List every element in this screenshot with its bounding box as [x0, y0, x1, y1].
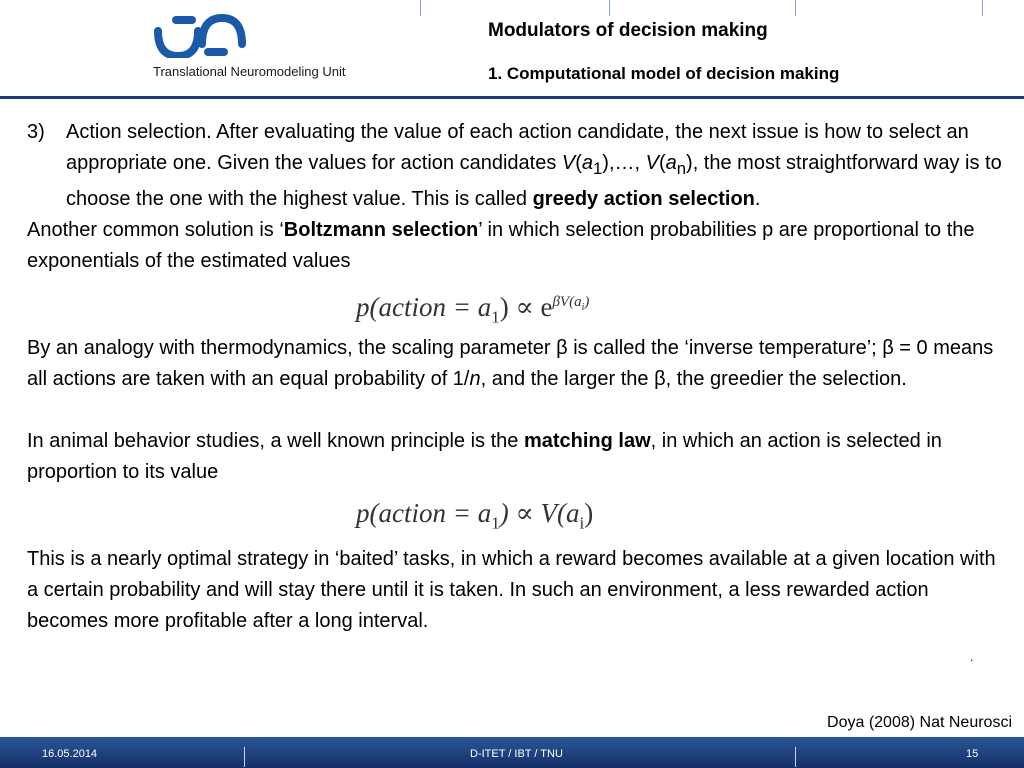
eq-rel: ) ∝ V(a: [499, 498, 580, 528]
math-v: V: [645, 152, 659, 174]
eq-lhs: p(action = a: [356, 498, 492, 528]
math-sub: n: [676, 159, 687, 178]
body-text: In animal behavior studies, a well known principle is the: [27, 430, 524, 452]
term-boltzmann: Boltzmann selection: [283, 219, 479, 241]
header-divider: [795, 0, 796, 16]
body-text: ),…,: [602, 152, 646, 174]
slide-subtitle: 1. Computational model of decision making: [488, 64, 840, 83]
body-text: ’ in which selection probabilities p are proportional to the exponentials of the estimated values: [27, 219, 975, 272]
slide-title: Modulators of decision making: [488, 20, 768, 41]
header-divider: [420, 0, 421, 16]
list-number: 3): [27, 121, 45, 143]
eq-sup-sub: i: [581, 302, 585, 313]
eq-sup: βV(a: [552, 294, 582, 310]
footer-divider: [244, 747, 245, 767]
body-text: , and the larger the β, the greedier the selection.: [480, 368, 907, 390]
term-matching-law: matching law: [523, 430, 651, 452]
slide-body: [27, 117, 1002, 637]
header-rule: [0, 96, 1024, 99]
reference-citation: Doya (2008) Nat Neurosci: [827, 714, 1012, 731]
eq-sub: 1: [491, 513, 500, 533]
body-text: By an analogy with thermodynamics, the scaling parameter β is called the ‘inverse temperature’; β = 0 means all actions are taken with an equal probability of 1/: [27, 337, 994, 390]
term-greedy: greedy action selection: [532, 188, 755, 210]
header-divider: [609, 0, 610, 16]
eq-sub: i: [579, 513, 585, 533]
math-a: a: [665, 152, 677, 174]
body-text: , in which an action is selected in proportion to its value: [27, 430, 942, 483]
eq-lhs: p(action = a: [356, 292, 492, 322]
math-a: a: [581, 152, 594, 174]
stray-dot: .: [970, 650, 974, 664]
spacer: [27, 395, 1002, 426]
paragraph-boltzmann: [27, 215, 1002, 277]
eq-sup-end: ): [584, 294, 590, 310]
math-n: n: [469, 368, 481, 390]
footer-org: D-ITET / IBT / TNU: [470, 748, 563, 760]
header-divider: [982, 0, 983, 16]
footer-divider: [795, 747, 796, 767]
paragraph-matching-law: [27, 426, 1002, 488]
slide-header: [0, 0, 1024, 98]
slide-footer: [0, 737, 1024, 768]
math-v: V: [561, 152, 576, 174]
logo-text: Translational Neuromodeling Unit: [153, 64, 346, 79]
equation-boltzmann: [27, 277, 1002, 333]
list-item-action-selection: 3) Action selection. After evaluating the value of each action candidate, the next issue is how to select an appropriate one. Given the values for action candidates $V(a_1),\dots$, $V(a_n)$, the most straightforward way is to choose the one with the highest value. This is called greedy action selection.: [27, 117, 1002, 215]
paragraph-baited: This is a nearly optimal strategy in ‘baited’ tasks, in which a reward becomes available at a given location with a certain probability and will stay there until it is taken. In such an environment, a less rewarded action becomes more profitable after a long interval.: [27, 548, 996, 632]
math-sub: 1: [593, 159, 603, 178]
footer-page-number: 15: [966, 748, 979, 760]
eq-end: ): [584, 498, 594, 528]
body-text: .: [754, 188, 761, 210]
body-text: Another common solution is ‘: [27, 219, 284, 241]
paragraph-thermodynamics: [27, 333, 1002, 395]
body-text: ), the most straightforward way is to choose the one with the highest value. This is called: [66, 152, 1002, 210]
footer-date: 16.05.2014: [42, 748, 98, 760]
eq-sub: 1: [491, 307, 500, 327]
equation-matching: [27, 488, 1002, 544]
eq-rel: ) ∝ e: [499, 292, 553, 322]
tnu-logo: [152, 14, 248, 58]
body-text: Action selection. After evaluating the value of each action candidate, the next issue is how to select an appropriate one. Given the values for action candidates: [66, 121, 969, 174]
